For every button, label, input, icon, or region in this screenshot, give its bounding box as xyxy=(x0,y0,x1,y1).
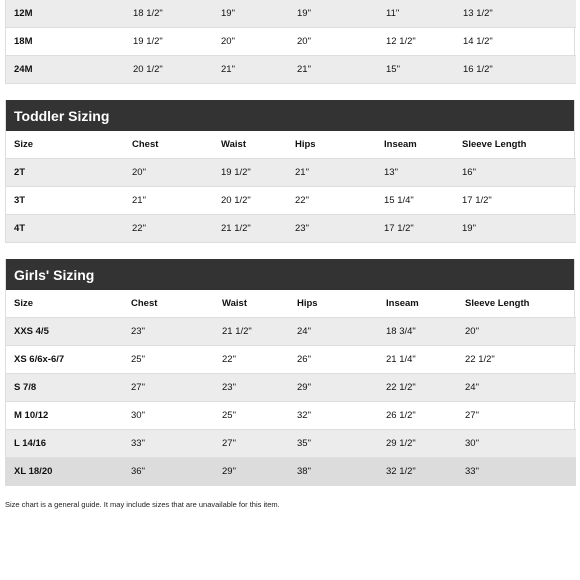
waist-cell: 21 1/2" xyxy=(213,215,287,243)
hips-cell: 35" xyxy=(289,430,378,458)
header-waist: Waist xyxy=(213,131,287,159)
girls-sizing-section xyxy=(5,259,575,486)
table-row xyxy=(6,402,576,430)
waist-cell: 20 1/2" xyxy=(213,187,287,215)
size-cell: 18M xyxy=(6,28,125,56)
sleeve-length-cell: 27" xyxy=(457,402,576,430)
size-cell: 2T xyxy=(6,159,124,187)
header-sleeve-length: Sleeve Length xyxy=(454,131,576,159)
waist-cell: 19 1/2" xyxy=(213,159,287,187)
infant-sizing-table-continued xyxy=(5,0,575,84)
table-row xyxy=(6,215,576,243)
sleeve-length-cell: 16 1/2" xyxy=(455,56,576,84)
size-cell: XXS 4/5 xyxy=(6,318,123,346)
table-row xyxy=(6,56,576,84)
chest-cell: 21" xyxy=(124,187,213,215)
hips-cell: 21" xyxy=(287,159,376,187)
chest-cell: 19 1/2" xyxy=(125,28,213,56)
chest-cell: 23" xyxy=(123,318,214,346)
inseam-cell: 11" xyxy=(378,0,455,28)
hips-cell: 21" xyxy=(289,56,378,84)
toddler-sizing-title: Toddler Sizing xyxy=(6,100,574,131)
size-cell: 3T xyxy=(6,187,124,215)
inseam-cell: 32 1/2" xyxy=(378,458,457,486)
sleeve-length-cell: 24" xyxy=(457,374,576,402)
sleeve-length-cell: 13 1/2" xyxy=(455,0,576,28)
table-row xyxy=(6,458,576,486)
header-inseam: Inseam xyxy=(378,290,457,318)
sleeve-length-cell: 20" xyxy=(457,318,576,346)
girls-sizing-title: Girls' Sizing xyxy=(6,259,574,290)
table-row xyxy=(6,0,576,28)
chest-cell: 20 1/2" xyxy=(125,56,213,84)
sleeve-length-cell: 16" xyxy=(454,159,576,187)
girls-sizing-table xyxy=(6,290,576,486)
waist-cell: 22" xyxy=(214,346,289,374)
inseam-cell: 21 1/4" xyxy=(378,346,457,374)
chest-cell: 22" xyxy=(124,215,213,243)
size-chart-footnote: Size chart is a general guide. It may include sizes that are unavailable for this item. xyxy=(5,500,280,509)
hips-cell: 24" xyxy=(289,318,378,346)
header-hips: Hips xyxy=(289,290,378,318)
size-cell: M 10/12 xyxy=(6,402,123,430)
waist-cell: 19" xyxy=(213,0,289,28)
inseam-cell: 22 1/2" xyxy=(378,374,457,402)
sleeve-length-cell: 19" xyxy=(454,215,576,243)
chest-cell: 33" xyxy=(123,430,214,458)
waist-cell: 20" xyxy=(213,28,289,56)
toddler-sizing-section xyxy=(5,100,575,243)
size-cell: XS 6/6x-6/7 xyxy=(6,346,123,374)
hips-cell: 29" xyxy=(289,374,378,402)
header-waist: Waist xyxy=(214,290,289,318)
sleeve-length-cell: 17 1/2" xyxy=(454,187,576,215)
hips-cell: 20" xyxy=(289,28,378,56)
inseam-cell: 17 1/2" xyxy=(376,215,454,243)
waist-cell: 21 1/2" xyxy=(214,318,289,346)
hips-cell: 22" xyxy=(287,187,376,215)
inseam-cell: 12 1/2" xyxy=(378,28,455,56)
inseam-cell: 26 1/2" xyxy=(378,402,457,430)
hips-cell: 38" xyxy=(289,458,378,486)
hips-cell: 32" xyxy=(289,402,378,430)
sleeve-length-cell: 22 1/2" xyxy=(457,346,576,374)
sleeve-length-cell: 14 1/2" xyxy=(455,28,576,56)
inseam-cell: 15" xyxy=(378,56,455,84)
table-row xyxy=(6,318,576,346)
header-size: Size xyxy=(6,290,123,318)
size-cell: 24M xyxy=(6,56,125,84)
header-sleeve-length: Sleeve Length xyxy=(457,290,576,318)
chest-cell: 25" xyxy=(123,346,214,374)
toddler-sizing-table xyxy=(6,131,576,243)
sleeve-length-cell: 33" xyxy=(457,458,576,486)
header-size: Size xyxy=(6,131,124,159)
waist-cell: 23" xyxy=(214,374,289,402)
size-cell: 4T xyxy=(6,215,124,243)
size-cell: S 7/8 xyxy=(6,374,123,402)
waist-cell: 27" xyxy=(214,430,289,458)
table-row xyxy=(6,28,576,56)
hips-cell: 26" xyxy=(289,346,378,374)
inseam-cell: 13" xyxy=(376,159,454,187)
table-row xyxy=(6,430,576,458)
hips-cell: 19" xyxy=(289,0,378,28)
header-inseam: Inseam xyxy=(376,131,454,159)
chest-cell: 18 1/2" xyxy=(125,0,213,28)
waist-cell: 29" xyxy=(214,458,289,486)
header-chest: Chest xyxy=(123,290,214,318)
inseam-cell: 29 1/2" xyxy=(378,430,457,458)
size-cell: L 14/16 xyxy=(6,430,123,458)
size-cell: 12M xyxy=(6,0,125,28)
header-chest: Chest xyxy=(124,131,213,159)
waist-cell: 25" xyxy=(214,402,289,430)
table-row xyxy=(6,346,576,374)
chest-cell: 27" xyxy=(123,374,214,402)
inseam-cell: 18 3/4" xyxy=(378,318,457,346)
chest-cell: 20" xyxy=(124,159,213,187)
hips-cell: 23" xyxy=(287,215,376,243)
size-cell: XL 18/20 xyxy=(6,458,123,486)
inseam-cell: 15 1/4" xyxy=(376,187,454,215)
table-header-row xyxy=(6,131,576,159)
table-row xyxy=(6,374,576,402)
table-row xyxy=(6,159,576,187)
waist-cell: 21" xyxy=(213,56,289,84)
table-header-row xyxy=(6,290,576,318)
sleeve-length-cell: 30" xyxy=(457,430,576,458)
table-row xyxy=(6,187,576,215)
chest-cell: 30" xyxy=(123,402,214,430)
header-hips: Hips xyxy=(287,131,376,159)
chest-cell: 36" xyxy=(123,458,214,486)
